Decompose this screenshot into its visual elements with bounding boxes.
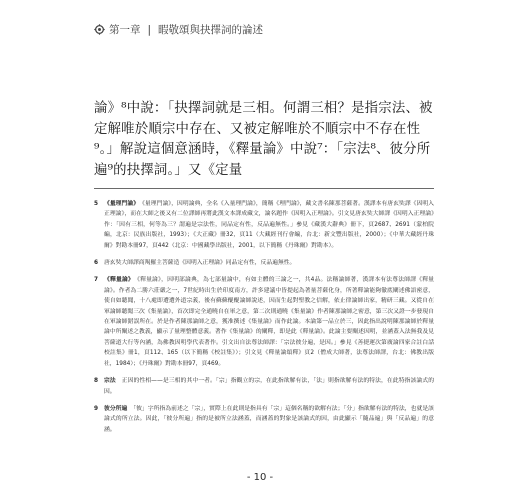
- footnote-number: 7: [94, 277, 99, 284]
- footnote-term: 宗法: [104, 378, 116, 385]
- footnote-term: 彼分所遍: [104, 405, 128, 412]
- footnote-item: [94, 404, 434, 435]
- footnote-number: 8: [94, 378, 99, 385]
- footnote-text: [104, 404, 434, 435]
- footnote-term: 《量理門論》: [104, 201, 137, 207]
- footnote-divider: [94, 188, 434, 189]
- footnote-text: [104, 376, 434, 397]
- footnote-body: 「彼」字所指為前述之「宗」，實際上在此則是指具有「宗」這個名稱的欲解有法；「分」指欲解有法的特法，也就是該論式的所立法。因此，「彼分所遍」指的是被所立法涵蓋，而涵蓋的對象是該論式的因，由此顯示「隨品遍」與「反品遍」的意涵。: [104, 405, 434, 433]
- footnote-text: [104, 258, 434, 268]
- chapter-label: 第一章: [109, 24, 141, 36]
- footnote-number: 9: [94, 405, 99, 412]
- header-separator: |: [147, 23, 152, 36]
- footnote-term: 《釋量論》: [104, 277, 132, 284]
- gear-icon: [94, 24, 105, 35]
- footnote-body: 唐玄奘大師譯商羯羅主菩薩造《因明入正理論》同品定有性，反品遍無性。: [104, 260, 296, 267]
- footnote-item: [94, 376, 434, 397]
- footnote-item: [94, 199, 434, 251]
- footnote-number: 6: [94, 260, 99, 267]
- footnotes-section: [94, 199, 434, 442]
- main-text-block: [94, 99, 434, 181]
- footnote-item: [94, 275, 434, 369]
- footnote-item: [94, 258, 434, 268]
- running-header: [94, 22, 263, 37]
- footnote-body: 《釋量論》，因明部論典，為七部量論中，有如主體的三論之一，共4品。法稱論師著，漢譯本有法尊法師譯《釋量論》。作者為二勝六莊嚴之一，7世紀時出生於印度南方，許多建議中皆提起為著量菩薩化身，所著釋論能夠徹底闡述佛語密意，使自如聽聞，十八處即遭遭外道宗義，後有蘇蘇醍醍論師說述，因而生起對聖教之信解，依止律論師出家，精研三藏。又從自在軍論師聽聞三次《集量論》，首次即完全通曉自在軍之意，第二次則通曉《集量論》作者陳那論師之密意，第三次又證一步發現自在軍論師錯誤所在。於是作者陳那論師之意，獲准撰述《集量論》而作此論。本論第一品立於三，因此指出說明陳那論師於釋量論中所闡述之教義，顯示了量理整體意義。著作《集量論》的闡釋，即是此《釋量論》。此論主要闡述因明，並涵蓋入法無我及見菩薩道大行等內涵，為佛教因明學代表著作。引文出自法尊法師譯：「宗法彼分遍，是因。」參見《善捷運次第廣論四家合註白話校註集》冊1，頁112、165（以下簡稱《校註集》）；引文見《釋量論頌釋》頁2（僧成大師著，法尊法師譯，台北：佛教出版社，1984）；《丹珠爾》對勘本冊97，頁469。: [104, 277, 434, 367]
- footnote-number: 5: [94, 201, 99, 207]
- page-number: - 10 -: [246, 472, 274, 483]
- body-paragraph: 論》⁸中說：「抉擇詞就是三相。何謂三相？是指宗法、被定解唯於順宗中存在、又被定解唯於不順宗中不存在性⁹。」解說這個意涵時，《釋量論》中說⁷：「宗法⁸、彼分所遍⁹的抉擇詞。」又《定量: [94, 101, 433, 178]
- footnote-text: [104, 275, 434, 369]
- chapter-title: 暇敬頌與抉擇詞的論述: [158, 24, 264, 36]
- footnote-text: [104, 199, 434, 251]
- footnote-body: 正因的性相——是三相的其中一者。「宗」指觀立的宗，在此指欲解有法，「法」則指欲解有法的特法，在此特指該論式的因。: [104, 378, 434, 395]
- footnote-body: 《量理門論》，因明論典，全名《入量理門論》，簡稱《理門論》，藏文書名陳那菩薩著。漢譯本有唐玄奘譯《因明入正理論》，而在大師之後又有二位譯師再將此漢文本譯成藏文，論名題作《因明入正理論》。引文見唐玄奘大師譯《因明入正理論》作：「因有三相，何等為三？謂遍是宗法性，同品定有性，反品遍無性。」參見《藏漢大辭典》冊下，頁2687、2691（蒙柏院編，北京：民族出版社，1993）；《大正藏》冊32，頁11（大藏經刊行會編，台北：新文豐出版社，2000）；《中華大藏經丹珠爾》對勘本冊97，頁442（北京：中國藏學出版社，2001，以下簡稱《丹珠爾》對勘本）。: [104, 201, 434, 249]
